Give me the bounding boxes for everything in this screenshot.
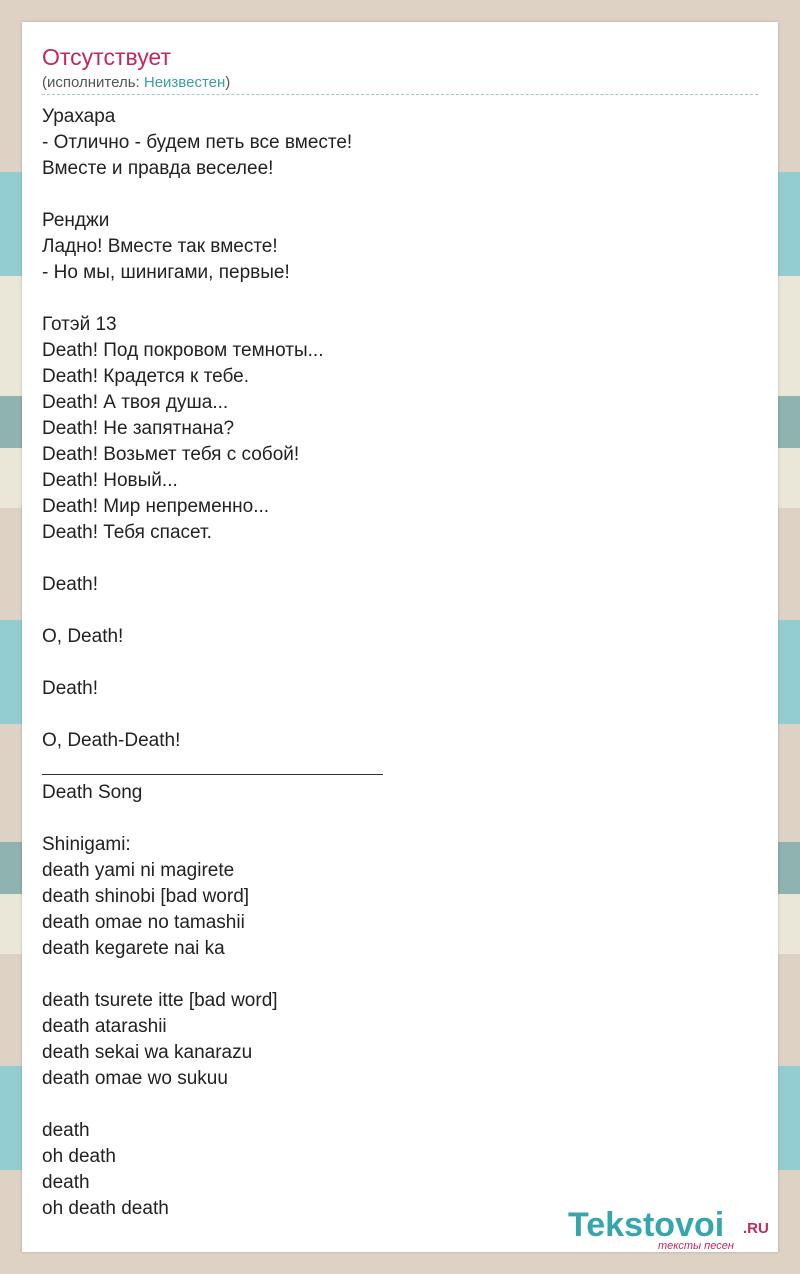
lyrics-line: - Отлично - будем петь все вместе! xyxy=(42,132,353,153)
lyrics-blank-line xyxy=(42,286,742,312)
lyrics-blank-line xyxy=(42,1092,742,1118)
song-title: Отсутствует xyxy=(42,44,171,70)
lyrics-line: Death! Мир непременно... xyxy=(42,496,270,517)
lyrics-line: death shinobi [bad word] xyxy=(42,886,250,907)
artist-link[interactable]: Неизвестен xyxy=(143,74,226,91)
lyrics-line: death tsurete itte [bad word] xyxy=(42,990,278,1011)
artist-prefix: (исполнитель: xyxy=(42,74,144,91)
lyrics-blank-line xyxy=(42,702,742,728)
lyrics-line: Death! Новый... xyxy=(42,470,178,491)
lyrics-line: Урахара xyxy=(42,106,116,127)
lyrics-blank-line xyxy=(42,546,742,572)
lyrics-text xyxy=(42,104,742,1222)
lyrics-line: Готэй 13 xyxy=(42,314,117,335)
lyrics-line: Death! Под покровом темноты... xyxy=(42,340,324,361)
lyrics-line: death xyxy=(42,1172,90,1193)
lyrics-line: death xyxy=(42,1120,90,1141)
lyrics-blank-line xyxy=(42,650,742,676)
lyrics-line: Ренджи xyxy=(42,210,110,231)
lyrics-line: O, Death-Death! xyxy=(42,730,181,751)
lyrics-line: - Но мы, шинигами, первые! xyxy=(42,262,290,283)
lyrics-line: O, Death! xyxy=(42,626,124,647)
lyrics-line: death atarashii xyxy=(42,1016,167,1037)
lyrics-blank-line xyxy=(42,598,742,624)
lyrics-line: Death Song xyxy=(42,782,143,803)
lyrics-line: death kegarete nai ka xyxy=(42,938,225,959)
lyrics-line: Death! Возьмет тебя с собой! xyxy=(42,444,300,465)
lyrics-blank-line xyxy=(42,806,742,832)
logo-tld: .RU xyxy=(743,1220,769,1237)
lyrics-line: death omae wo sukuu xyxy=(42,1068,228,1089)
header-divider xyxy=(42,94,758,95)
artist-suffix: ) xyxy=(225,74,231,91)
lyrics-line: Death! Не запятнана? xyxy=(42,418,235,439)
site-logo[interactable] xyxy=(568,1206,778,1252)
lyrics-line: Вместе и правда веселее! xyxy=(42,158,274,179)
lyrics-blank-line xyxy=(42,962,742,988)
lyrics-line: Ладно! Вместе так вместе! xyxy=(42,236,278,257)
lyrics-line: Death! xyxy=(42,574,98,595)
lyrics-line: oh death xyxy=(42,1146,116,1167)
lyrics-line: Death! Тебя спасет. xyxy=(42,522,212,543)
lyrics-line: Death! Крадется к тебе. xyxy=(42,366,249,387)
artist-line xyxy=(42,74,230,91)
lyrics-separator xyxy=(42,754,742,780)
lyrics-line: Death! А твоя душа... xyxy=(42,392,229,413)
logo-tagline: тексты песен xyxy=(658,1240,734,1252)
lyrics-card xyxy=(22,22,778,1252)
lyrics-line: Death! xyxy=(42,678,98,699)
lyrics-blank-line xyxy=(42,182,742,208)
logo-wordmark: Tekstovoi xyxy=(568,1206,725,1244)
lyrics-line: death yami ni magirete xyxy=(42,860,235,881)
lyrics-line: death omae no tamashii xyxy=(42,912,245,933)
lyrics-line: Shinigami: xyxy=(42,834,131,855)
lyrics-line: death sekai wa kanarazu xyxy=(42,1042,253,1063)
lyrics-line: oh death death xyxy=(42,1198,169,1219)
